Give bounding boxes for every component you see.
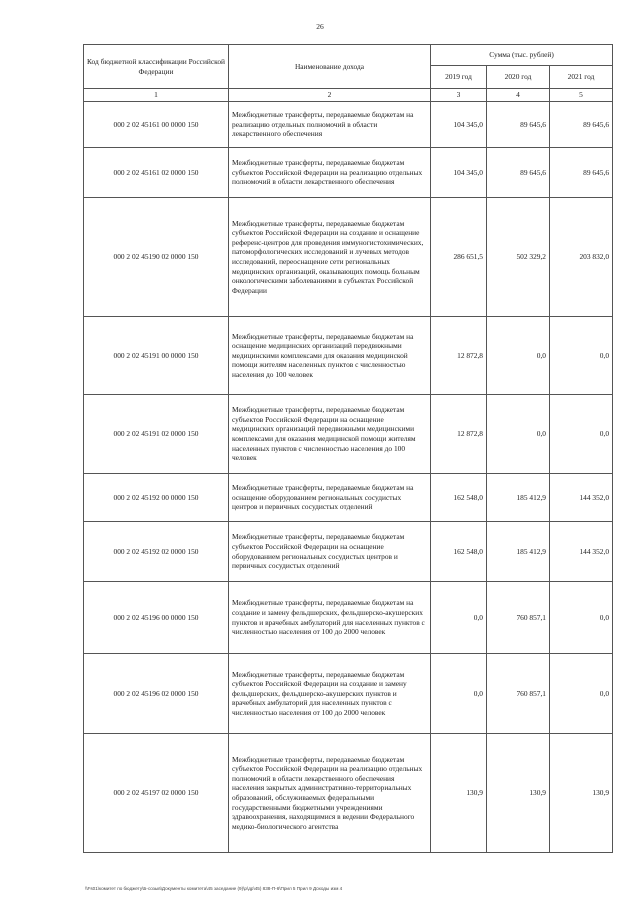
table-row bbox=[84, 317, 613, 395]
row-code: 000 2 02 45161 02 0000 150 bbox=[84, 148, 229, 198]
row-code: 000 2 02 45161 00 0000 150 bbox=[84, 102, 229, 148]
column-index: 3 bbox=[431, 89, 487, 102]
row-name: Межбюджетные трансферты, передаваемые бюджетам на создание и замену фельдшерских, фельдшерско-акушерских пунктов и врачебных амбулаторий для населенных пунктов с численностью населения от 100 до 2000 человек bbox=[229, 582, 431, 654]
row-2021: 89 645,6 bbox=[550, 148, 613, 198]
row-code: 000 2 02 45191 00 0000 150 bbox=[84, 317, 229, 395]
row-2019: 162 548,0 bbox=[431, 522, 487, 582]
row-2021: 0,0 bbox=[550, 317, 613, 395]
row-2020: 760 857,1 bbox=[487, 582, 550, 654]
row-name: Межбюджетные трансферты, передаваемые бюджетам субъектов Российской Федерации на реализацию отдельных полномочий в области лекарственного обеспечения населения закрытых административно-территориальных образований, обслуживаемых федеральными государственными бюджетными учреждениями здравоохранения, находящимися в ведении Федерального медико-биологического агентства bbox=[229, 734, 431, 853]
row-code: 000 2 02 45192 00 0000 150 bbox=[84, 474, 229, 522]
table-row bbox=[84, 198, 613, 317]
header-name: Наименование дохода bbox=[229, 45, 431, 89]
row-2019: 104 345,0 bbox=[431, 148, 487, 198]
file-path-footer: \\Fs01\комитет по бюджету\Б-созыв\Документы комитета\45 заседание (9)\р\др\45) 838-П-6\Прил 5 Прил 9 Доходы изм 4 bbox=[85, 886, 343, 891]
header-year-2021: 2021 год bbox=[550, 66, 613, 89]
row-2020: 0,0 bbox=[487, 395, 550, 474]
page-number: 26 bbox=[316, 22, 324, 31]
row-2020: 185 412,9 bbox=[487, 522, 550, 582]
table-row bbox=[84, 148, 613, 198]
row-2021: 89 645,6 bbox=[550, 102, 613, 148]
table-row bbox=[84, 102, 613, 148]
row-2021: 0,0 bbox=[550, 654, 613, 734]
row-2019: 104 345,0 bbox=[431, 102, 487, 148]
row-code: 000 2 02 45191 02 0000 150 bbox=[84, 395, 229, 474]
row-2020: 0,0 bbox=[487, 317, 550, 395]
table-row bbox=[84, 395, 613, 474]
row-name: Межбюджетные трансферты, передаваемые бюджетам субъектов Российской Федерации на реализацию отдельных полномочий в области лекарственного обеспечения bbox=[229, 148, 431, 198]
row-code: 000 2 02 45192 02 0000 150 bbox=[84, 522, 229, 582]
header-year-2020: 2020 год bbox=[487, 66, 550, 89]
row-name: Межбюджетные трансферты, передаваемые бюджетам субъектов Российской Федерации на создание и замену фельдшерских, фельдшерско-акушерских пунктов и врачебных амбулаторий для населенных пунктов с численностью населения от 100 до 2000 человек bbox=[229, 654, 431, 734]
row-code: 000 2 02 45196 02 0000 150 bbox=[84, 654, 229, 734]
row-2020: 502 329,2 bbox=[487, 198, 550, 317]
row-name: Межбюджетные трансферты, передаваемые бюджетам на реализацию отдельных полномочий в области лекарственного обеспечения bbox=[229, 102, 431, 148]
row-code: 000 2 02 45190 02 0000 150 bbox=[84, 198, 229, 317]
table-row bbox=[84, 734, 613, 853]
row-2020: 760 857,1 bbox=[487, 654, 550, 734]
row-2020: 89 645,6 bbox=[487, 102, 550, 148]
column-index: 5 bbox=[550, 89, 613, 102]
row-2021: 0,0 bbox=[550, 582, 613, 654]
column-index-row bbox=[84, 89, 613, 102]
header-code: Код бюджетной классификации Российской Федерации bbox=[84, 45, 229, 89]
row-2021: 144 352,0 bbox=[550, 522, 613, 582]
table-body bbox=[84, 102, 613, 853]
header-sum: Сумма (тыс. рублей) bbox=[431, 45, 613, 66]
row-2021: 203 832,0 bbox=[550, 198, 613, 317]
row-name: Межбюджетные трансферты, передаваемые бюджетам субъектов Российской Федерации на оснащение медицинских организаций передвижными медицинскими комплексами для оказания медицинской помощи жителям населенных пунктов с численностью населения до 100 человек bbox=[229, 395, 431, 474]
row-code: 000 2 02 45196 00 0000 150 bbox=[84, 582, 229, 654]
row-2021: 0,0 bbox=[550, 395, 613, 474]
table-row bbox=[84, 522, 613, 582]
row-name: Межбюджетные трансферты, передаваемые бюджетам субъектов Российской Федерации на создание и оснащение референс-центров для проведения иммуногистохимических, патоморфологических исследований и лучевых методов исследований, переоснащение сети региональных медицинских организаций, оказывающих помощь больным онкологическими заболеваниями в субъектах Российской Федерации bbox=[229, 198, 431, 317]
row-2020: 130,9 bbox=[487, 734, 550, 853]
row-2020: 185 412,9 bbox=[487, 474, 550, 522]
row-2021: 130,9 bbox=[550, 734, 613, 853]
revenue-table bbox=[83, 44, 613, 853]
column-index: 1 bbox=[84, 89, 229, 102]
row-2019: 286 651,5 bbox=[431, 198, 487, 317]
row-name: Межбюджетные трансферты, передаваемые бюджетам субъектов Российской Федерации на оснащение оборудованием региональных сосудистых центров и первичных сосудистых отделений bbox=[229, 522, 431, 582]
table-row bbox=[84, 582, 613, 654]
table-row bbox=[84, 654, 613, 734]
row-2019: 162 548,0 bbox=[431, 474, 487, 522]
row-2019: 12 872,8 bbox=[431, 395, 487, 474]
row-2019: 130,9 bbox=[431, 734, 487, 853]
row-2019: 0,0 bbox=[431, 654, 487, 734]
row-2019: 0,0 bbox=[431, 582, 487, 654]
table-header bbox=[84, 45, 613, 102]
row-2020: 89 645,6 bbox=[487, 148, 550, 198]
header-year-2019: 2019 год bbox=[431, 66, 487, 89]
row-name: Межбюджетные трансферты, передаваемые бюджетам на оснащение медицинских организаций передвижными медицинскими комплексами для оказания медицинской помощи жителям населенных пунктов с численностью населения до 100 человек bbox=[229, 317, 431, 395]
row-name: Межбюджетные трансферты, передаваемые бюджетам на оснащение оборудованием региональных сосудистых центров и первичных сосудистых отделений bbox=[229, 474, 431, 522]
row-2019: 12 872,8 bbox=[431, 317, 487, 395]
row-code: 000 2 02 45197 02 0000 150 bbox=[84, 734, 229, 853]
row-2021: 144 352,0 bbox=[550, 474, 613, 522]
column-index: 2 bbox=[229, 89, 431, 102]
column-index: 4 bbox=[487, 89, 550, 102]
table-row bbox=[84, 474, 613, 522]
